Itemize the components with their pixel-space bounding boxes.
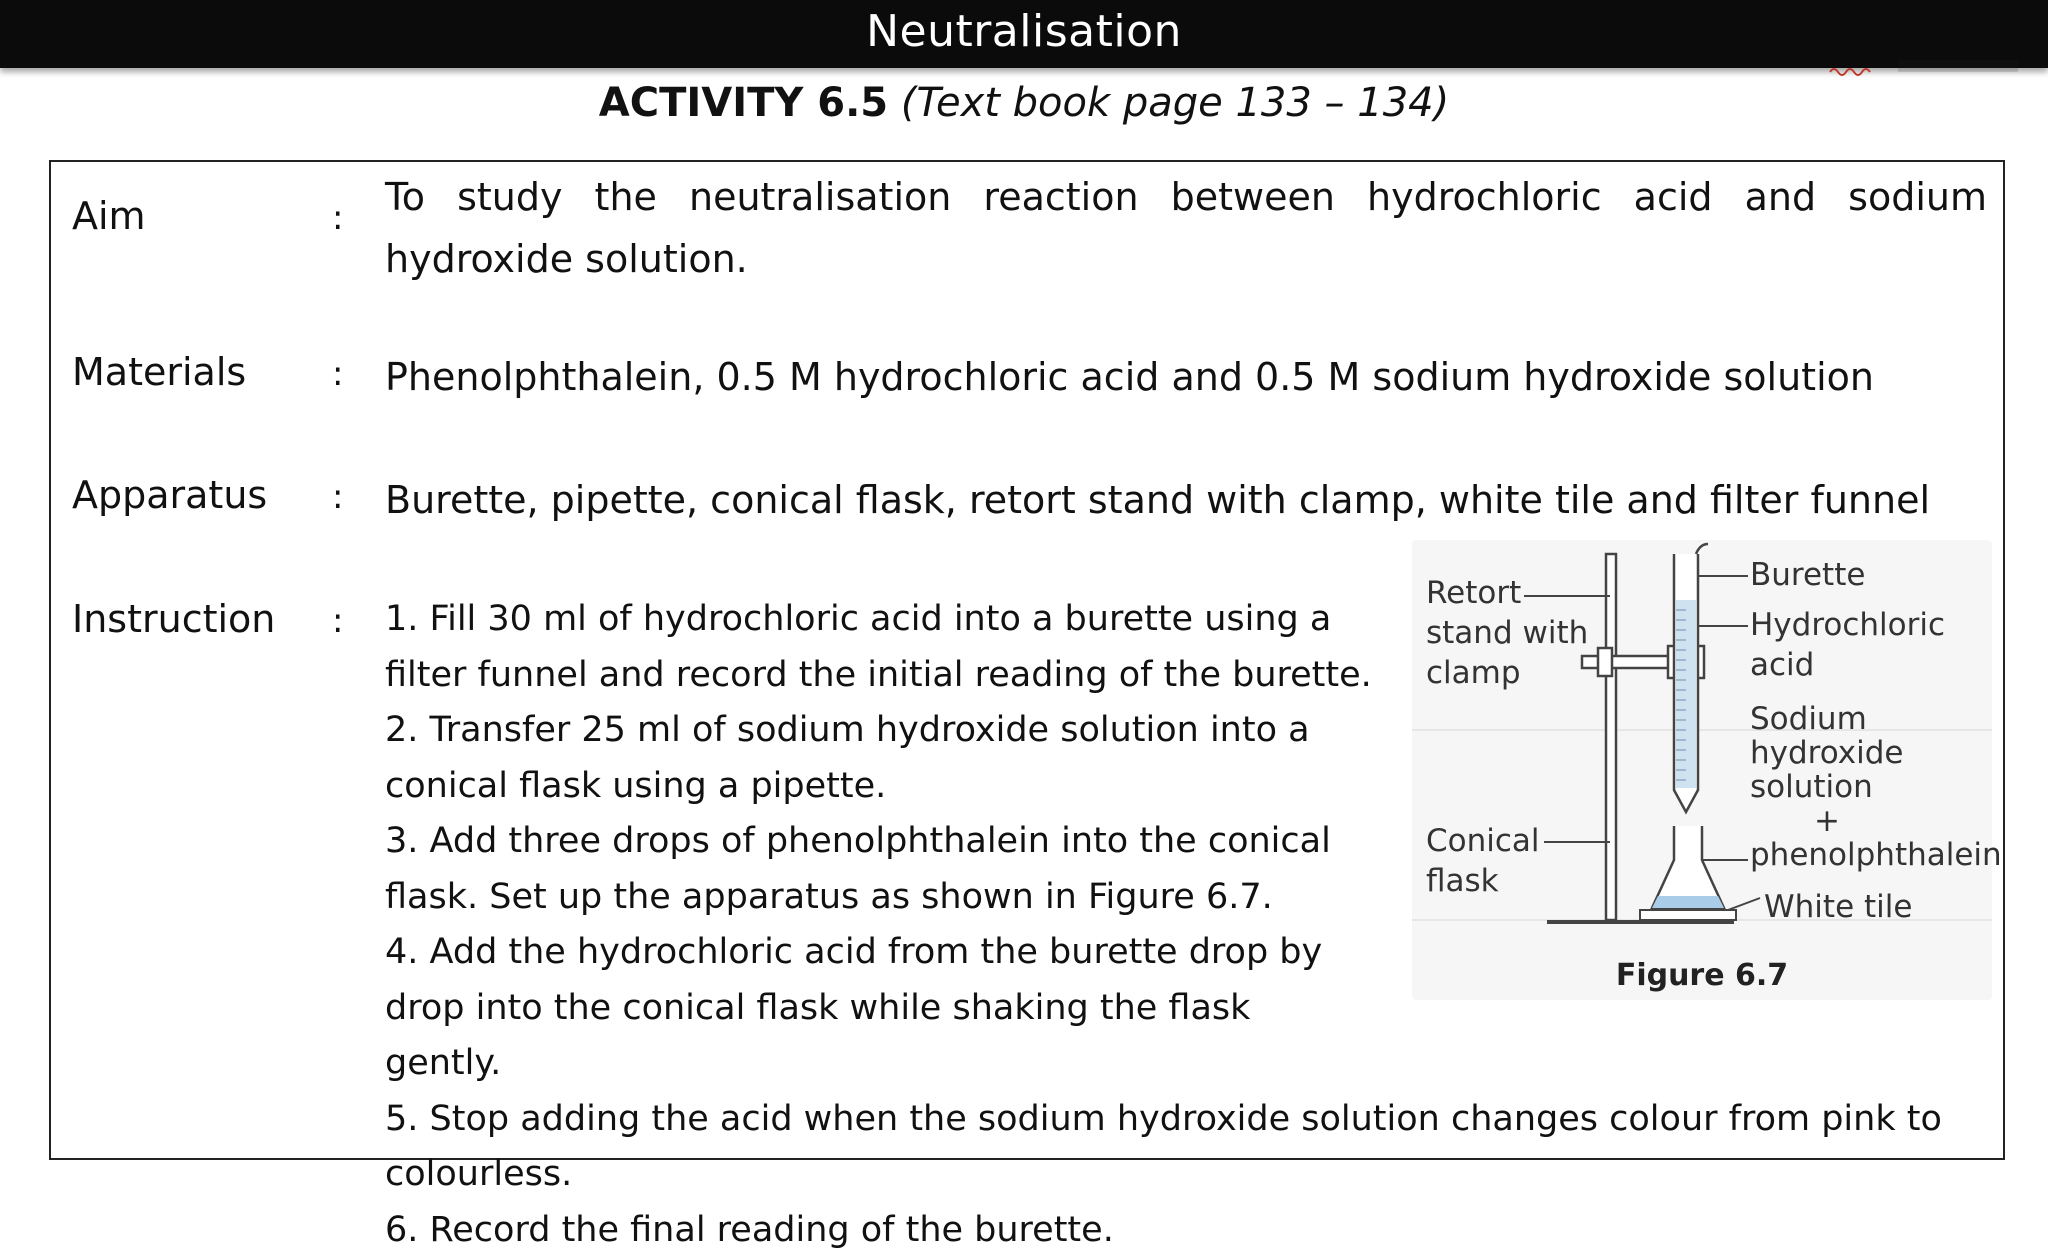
- conical-flask: [1652, 826, 1724, 908]
- instruction-step: 6. Record the final reading of the burette.: [385, 1203, 1985, 1258]
- materials-text: Phenolphthalein, 0.5 M hydrochloric acid and 0.5 M sodium hydroxide solution: [385, 346, 1874, 408]
- label-plus: +: [1814, 804, 1840, 838]
- apparatus-colon: :: [332, 477, 343, 517]
- white-tile: [1640, 910, 1736, 920]
- titration-figure: [1412, 540, 1992, 1000]
- leader-tile: [1728, 898, 1760, 910]
- label-white-tile: White tile: [1764, 890, 1912, 924]
- aim-colon: :: [332, 198, 343, 238]
- label-conical-1: Conical: [1426, 824, 1540, 858]
- instruction-step: 3. Add three drops of phenolphthalein into the conical flask. Set up the apparatus as shown in Figure 6.7.: [385, 814, 1375, 925]
- slide-title: Neutralisation: [0, 6, 2048, 57]
- label-retort-1: Retort: [1426, 576, 1521, 610]
- label-hcl-2: acid: [1750, 648, 1814, 682]
- apparatus-text: Burette, pipette, conical flask, retort stand with clamp, white tile and filter funnel: [385, 469, 1930, 531]
- apparatus-label: Apparatus: [72, 473, 267, 517]
- filter-funnel-rim: [1696, 544, 1708, 554]
- instruction-label: Instruction: [72, 597, 275, 641]
- activity-number: ACTIVITY 6.5: [599, 80, 888, 126]
- clamp-boss: [1598, 648, 1612, 676]
- instruction-step: 5. Stop adding the acid when the sodium hydroxide solution changes colour from pink to colourless.: [385, 1092, 1985, 1203]
- instruction-step: 2. Transfer 25 ml of sodium hydroxide solution into a conical flask using a pipette.: [385, 703, 1375, 814]
- label-retort-2: stand with: [1426, 616, 1588, 650]
- textbook-reference: (Text book page 133 – 134): [901, 80, 1449, 126]
- instruction-list: [385, 592, 1375, 1258]
- materials-label: Materials: [72, 350, 246, 394]
- label-naoh-2: hydroxide: [1750, 736, 1903, 770]
- flask-solution: [1652, 896, 1724, 908]
- label-naoh-3: solution: [1750, 770, 1873, 804]
- instruction-colon: :: [332, 601, 343, 641]
- figure-caption: Figure 6.7: [1412, 958, 1992, 993]
- decorative-scribble: [1828, 56, 2028, 78]
- label-hcl-1: Hydrochloric: [1750, 608, 1945, 642]
- title-bar: [0, 0, 2048, 68]
- label-conical-2: flask: [1426, 864, 1499, 898]
- aim-label: Aim: [72, 194, 146, 238]
- aim-text: To study the neutralisation reaction between hydrochloric acid and sodium hydroxide solution.: [385, 166, 1987, 290]
- activity-heading: [0, 80, 2048, 126]
- label-burette: Burette: [1750, 558, 1865, 592]
- materials-colon: :: [332, 354, 343, 394]
- instruction-step: 1. Fill 30 ml of hydrochloric acid into a burette using a filter funnel and record the initial reading of the burette.: [385, 592, 1375, 703]
- instruction-step: 4. Add the hydrochloric acid from the burette drop by drop into the conical flask while shaking the flask gently.: [385, 925, 1375, 1092]
- label-naoh-1: Sodium: [1750, 702, 1867, 736]
- label-phenolphthalein: phenolphthalein: [1750, 838, 2002, 872]
- label-retort-3: clamp: [1426, 656, 1521, 690]
- retort-rod: [1606, 554, 1616, 920]
